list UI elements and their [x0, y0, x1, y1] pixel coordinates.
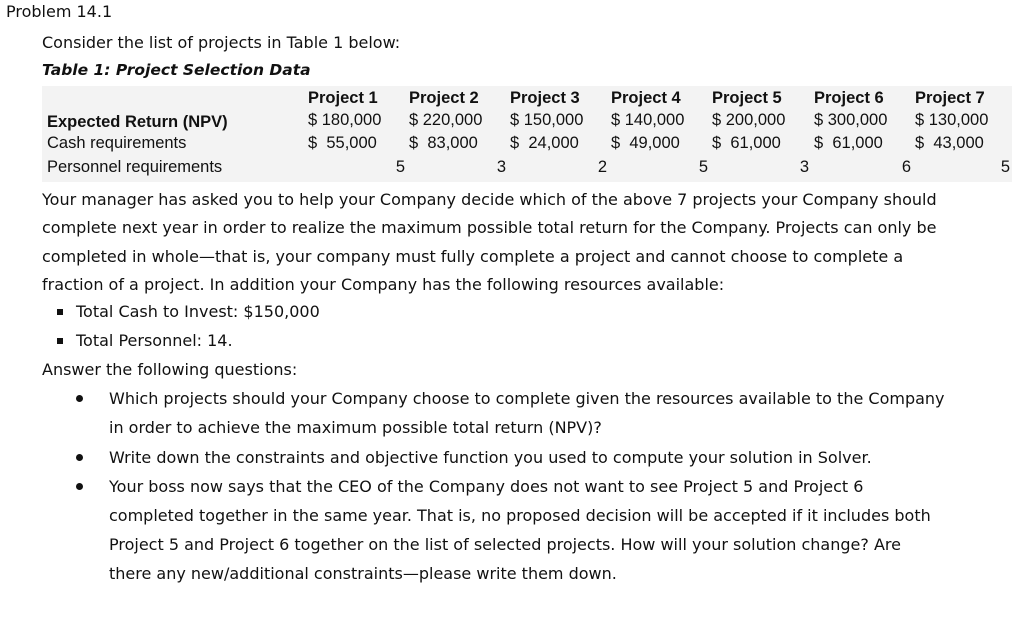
intro-text: Consider the list of projects in Table 1 below:: [42, 33, 401, 52]
table-cell: $ 43,000: [915, 134, 984, 152]
resource-cash: Total Cash to Invest: $150,000: [76, 302, 320, 321]
table-caption: Table 1: Project Selection Data: [42, 61, 311, 79]
row-label-personnel: Personnel requirements: [47, 158, 223, 176]
resource-personnel: Total Personnel: 14.: [76, 331, 233, 350]
paragraph-line: complete next year in order to realize the maximum possible total return for the Company. Projects can only be: [42, 218, 937, 237]
table-cell: $ 220,000: [409, 111, 483, 129]
question-3-line: Project 5 and Project 6 together on the list of selected projects. How will your solution change? Are: [109, 535, 901, 554]
row-label-npv: Expected Return (NPV): [47, 113, 228, 131]
square-bullet-icon: [57, 309, 63, 315]
question-3-line: there any new/additional constraints—please write them down.: [109, 564, 617, 583]
table-cell: $ 180,000: [308, 111, 382, 129]
question-1-line: in order to achieve the maximum possible total return (NPV)?: [109, 418, 602, 437]
table-header-cell: Project 7: [915, 89, 985, 107]
questions-intro: Answer the following questions:: [42, 360, 298, 379]
table-cell: 6: [901, 158, 911, 176]
table-cell: $ 140,000: [611, 111, 685, 129]
question-2-line: Write down the constraints and objective function you used to compute your solution in Solver.: [109, 448, 872, 467]
table-cell: 5: [1000, 158, 1010, 176]
paragraph-line: completed in whole—that is, your company must fully complete a project and cannot choose to complete a: [42, 247, 904, 266]
table-header-cell: Project 1: [308, 89, 378, 107]
table-cell: $ 150,000: [510, 111, 584, 129]
table-header-cell: Project 3: [510, 89, 580, 107]
question-3-line: Your boss now says that the CEO of the Company does not want to see Project 5 and Project 6: [109, 477, 864, 496]
table-header-cell: Project 6: [814, 89, 884, 107]
table-cell: $ 200,000: [712, 111, 786, 129]
table-cell: 5: [698, 158, 708, 176]
round-bullet-icon: [76, 395, 83, 402]
table-header-cell: Project 2: [409, 89, 479, 107]
problem-title: Problem 14.1: [6, 2, 113, 21]
table-cell: 3: [799, 158, 809, 176]
table-cell: $ 83,000: [409, 134, 478, 152]
table-cell: 5: [395, 158, 405, 176]
table-cell: $ 49,000: [611, 134, 680, 152]
table-cell: $ 130,000: [915, 111, 989, 129]
table-header-cell: Project 4: [611, 89, 681, 107]
square-bullet-icon: [57, 338, 63, 344]
round-bullet-icon: [76, 454, 83, 461]
table-cell: $ 300,000: [814, 111, 888, 129]
row-label-cash: Cash requirements: [47, 134, 187, 152]
project-selection-table: [42, 86, 1012, 182]
table-cell: 2: [597, 158, 607, 176]
table-cell: 3: [496, 158, 506, 176]
question-1-line: Which projects should your Company choose to complete given the resources available to the Company: [109, 389, 945, 408]
paragraph-line: Your manager has asked you to help your Company decide which of the above 7 projects your Company should: [42, 190, 937, 209]
table-cell: $ 61,000: [712, 134, 781, 152]
table-cell: $ 61,000: [814, 134, 883, 152]
round-bullet-icon: [76, 483, 83, 490]
table-cell: $ 24,000: [510, 134, 579, 152]
table-header-cell: Project 5: [712, 89, 782, 107]
table-cell: $ 55,000: [308, 134, 377, 152]
paragraph-line: fraction of a project. In addition your Company has the following resources available:: [42, 275, 725, 294]
question-3-line: completed together in the same year. That is, no proposed decision will be accepted if it includes both: [109, 506, 931, 525]
